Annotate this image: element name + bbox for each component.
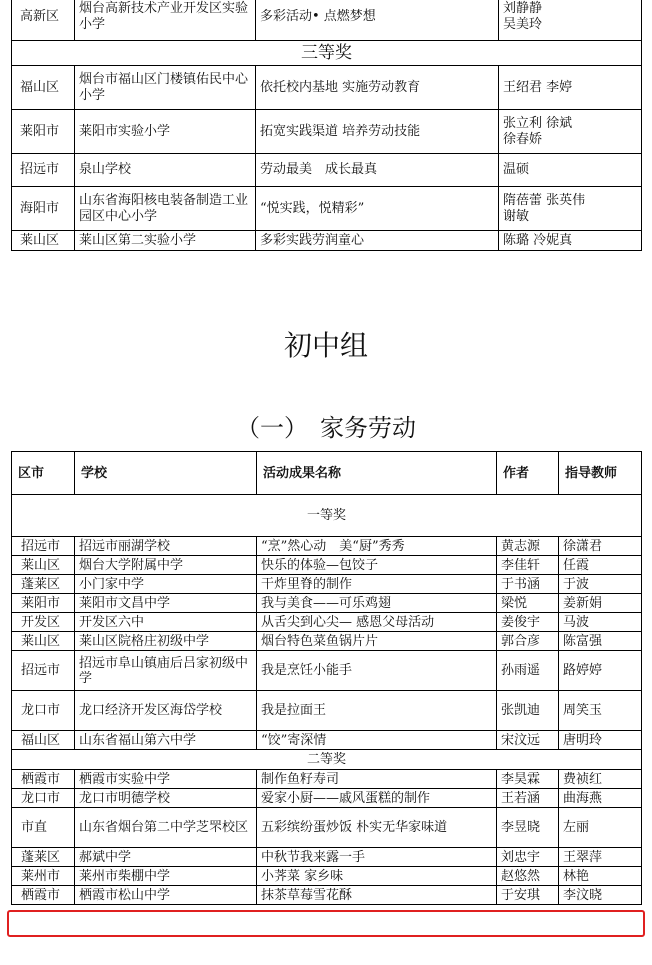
cell-school: 龙口经济开发区海岱学校 xyxy=(75,691,257,731)
cell-school: 莱阳市文昌中学 xyxy=(75,594,257,613)
cell-title: 多彩活动• 点燃梦想 xyxy=(256,0,499,41)
section-title: （一） 家务劳动 xyxy=(236,414,416,442)
cell-title: 爱家小厨——戚风蛋糕的制作 xyxy=(257,789,497,808)
award-table-junior-housework xyxy=(11,451,642,905)
cell-author: 宋汶远 xyxy=(497,731,559,750)
cell-school: 莱山区第二实验小学 xyxy=(75,231,256,251)
cell-school: 烟台高新技术产业开发区实验小学 xyxy=(75,0,256,41)
cell-school: 山东省福山第六中学 xyxy=(75,731,257,750)
cell-teacher: 任霞 xyxy=(559,556,642,575)
header-teacher: 指导教师 xyxy=(559,452,642,495)
award-row-second-prize xyxy=(12,750,642,770)
cell-school: 莱阳市实验小学 xyxy=(75,110,256,154)
cell-teacher: 路婷婷 xyxy=(559,651,642,691)
table-row xyxy=(12,632,642,651)
table-row xyxy=(12,731,642,750)
table-row xyxy=(12,154,642,187)
cell-school: 栖霞市实验中学 xyxy=(75,770,257,789)
table-row-highlighted xyxy=(12,867,642,886)
cell-title: “悦实践，悦精彩” xyxy=(256,187,499,231)
cell-teacher: 姜新娟 xyxy=(559,594,642,613)
cell-district: 招远市 xyxy=(12,651,75,691)
cell-district: 福山区 xyxy=(12,66,75,110)
cell-teacher: 陈璐 冷妮真 xyxy=(499,231,642,251)
cell-school: 栖霞市松山中学 xyxy=(75,886,257,905)
cell-author: 于安琪 xyxy=(497,886,559,905)
table-row xyxy=(12,808,642,848)
cell-teacher: 张立利 徐斌 徐春娇 xyxy=(499,110,642,154)
cell-school: 莱山区院格庄初级中学 xyxy=(75,632,257,651)
table-row xyxy=(12,886,642,905)
cell-title: 我是烹饪小能手 xyxy=(257,651,497,691)
cell-district: 栖霞市 xyxy=(12,770,75,789)
cell-teacher: 马波 xyxy=(559,613,642,632)
table-row xyxy=(12,691,642,731)
table-row xyxy=(12,537,642,556)
cell-school: 招远市丽湖学校 xyxy=(75,537,257,556)
group-title: 初中组 xyxy=(283,329,368,362)
cell-teacher: 徐潇君 xyxy=(559,537,642,556)
cell-teacher: 林艳 xyxy=(559,867,642,886)
cell-teacher: 陈富强 xyxy=(559,632,642,651)
cell-district: 市直 xyxy=(12,808,75,848)
table-row xyxy=(12,110,642,154)
table-row xyxy=(12,651,642,691)
table-row xyxy=(12,770,642,789)
cell-school: 开发区六中 xyxy=(75,613,257,632)
table-row xyxy=(12,594,642,613)
cell-teacher: 于波 xyxy=(559,575,642,594)
cell-teacher: 周笑玉 xyxy=(559,691,642,731)
table-row xyxy=(12,575,642,594)
cell-school: 山东省海阳核电装备制造工业园区中心小学 xyxy=(75,187,256,231)
cell-district: 莱州市 xyxy=(12,867,75,886)
cell-district: 莱阳市 xyxy=(12,110,75,154)
cell-author: 黄志源 xyxy=(497,537,559,556)
cell-title: 劳动最美 成长最真 xyxy=(256,154,499,187)
cell-author: 李昱晓 xyxy=(497,808,559,848)
cell-teacher: 刘静静 吴美玲 xyxy=(499,0,642,41)
cell-school: 泉山学校 xyxy=(75,154,256,187)
cell-author: 孙雨遥 xyxy=(497,651,559,691)
cell-title: 拓宽实践渠道 培养劳动技能 xyxy=(256,110,499,154)
cell-title: 小荠菜 家乡味 xyxy=(257,867,497,886)
cell-school: 莱州市柴棚中学 xyxy=(75,867,257,886)
cell-author: 梁悦 xyxy=(497,594,559,613)
cell-title: 依托校内基地 实施劳动教育 xyxy=(256,66,499,110)
table-row xyxy=(12,187,642,231)
cell-school: 郝斌中学 xyxy=(75,848,257,867)
cell-teacher: 左丽 xyxy=(559,808,642,848)
header-title: 活动成果名称 xyxy=(257,452,497,495)
cell-district: 龙口市 xyxy=(12,691,75,731)
cell-author: 于书涵 xyxy=(497,575,559,594)
third-prize-label: 三等奖 xyxy=(12,41,642,66)
header-district: 区市 xyxy=(12,452,75,495)
cell-district: 招远市 xyxy=(12,537,75,556)
header-school: 学校 xyxy=(75,452,257,495)
cell-teacher: 王绍君 李婷 xyxy=(499,66,642,110)
cell-author: 姜俊宇 xyxy=(497,613,559,632)
cell-district: 蓬莱区 xyxy=(12,575,75,594)
award-row-first-prize xyxy=(12,495,642,537)
table-row xyxy=(12,789,642,808)
table-row xyxy=(12,231,642,251)
cell-district: 海阳市 xyxy=(12,187,75,231)
cell-teacher: 王翠萍 xyxy=(559,848,642,867)
second-prize-label: 二等奖 xyxy=(12,750,642,770)
cell-title: 多彩实践劳润童心 xyxy=(256,231,499,251)
cell-title: 抹茶草莓雪花酥 xyxy=(257,886,497,905)
highlight-box xyxy=(7,910,645,937)
first-prize-label: 一等奖 xyxy=(12,495,642,537)
cell-district: 蓬莱区 xyxy=(12,848,75,867)
cell-title: “烹”然心动 美“厨”秀秀 xyxy=(257,537,497,556)
cell-district: 莱阳市 xyxy=(12,594,75,613)
cell-title: “饺”寄深情 xyxy=(257,731,497,750)
cell-teacher: 温硕 xyxy=(499,154,642,187)
cell-title: 烟台特色菜鱼锅片片 xyxy=(257,632,497,651)
cell-school: 山东省烟台第二中学芝罘校区 xyxy=(75,808,257,848)
cell-teacher: 费祯红 xyxy=(559,770,642,789)
cell-title: 我与美食——可乐鸡翅 xyxy=(257,594,497,613)
cell-district: 开发区 xyxy=(12,613,75,632)
award-table-primary-tail xyxy=(11,0,642,251)
table-header-row xyxy=(12,452,642,495)
cell-district: 龙口市 xyxy=(12,789,75,808)
cell-district: 招远市 xyxy=(12,154,75,187)
cell-district: 高新区 xyxy=(12,0,75,41)
cell-author: 赵悠然 xyxy=(497,867,559,886)
cell-author: 李昊霖 xyxy=(497,770,559,789)
cell-title: 中秋节我来露一手 xyxy=(257,848,497,867)
header-author: 作者 xyxy=(497,452,559,495)
cell-school: 招远市阜山镇庙后吕家初级中学 xyxy=(75,651,257,691)
cell-teacher: 唐明玲 xyxy=(559,731,642,750)
cell-teacher: 隋蓓蕾 张英伟 谢敏 xyxy=(499,187,642,231)
table-row xyxy=(12,0,642,41)
cell-author: 王若涵 xyxy=(497,789,559,808)
table-row xyxy=(12,848,642,867)
cell-title: 五彩缤纷蛋炒饭 朴实无华家味道 xyxy=(257,808,497,848)
cell-teacher: 李汶晓 xyxy=(559,886,642,905)
table-row xyxy=(12,556,642,575)
cell-teacher: 曲海燕 xyxy=(559,789,642,808)
table-row xyxy=(12,66,642,110)
cell-title: 快乐的体验—包饺子 xyxy=(257,556,497,575)
cell-school: 烟台大学附属中学 xyxy=(75,556,257,575)
cell-district: 莱山区 xyxy=(12,556,75,575)
top-table-body xyxy=(12,0,642,251)
award-row-third-prize xyxy=(12,41,642,66)
cell-school: 烟台市福山区门楼镇佑民中心小学 xyxy=(75,66,256,110)
cell-school: 龙口市明德学校 xyxy=(75,789,257,808)
cell-school: 小门家中学 xyxy=(75,575,257,594)
cell-district: 栖霞市 xyxy=(12,886,75,905)
cell-title: 从舌尖到心尖— 感恩父母活动 xyxy=(257,613,497,632)
cell-author: 刘忠宇 xyxy=(497,848,559,867)
cell-district: 福山区 xyxy=(12,731,75,750)
cell-title: 干炸里脊的制作 xyxy=(257,575,497,594)
cell-title: 我是拉面王 xyxy=(257,691,497,731)
cell-title: 制作鱼籽寿司 xyxy=(257,770,497,789)
cell-author: 张凯迪 xyxy=(497,691,559,731)
cell-author: 郭合彦 xyxy=(497,632,559,651)
cell-district: 莱山区 xyxy=(12,632,75,651)
cell-author: 李佳轩 xyxy=(497,556,559,575)
cell-district: 莱山区 xyxy=(12,231,75,251)
table-row xyxy=(12,613,642,632)
bottom-table-body xyxy=(12,452,642,905)
